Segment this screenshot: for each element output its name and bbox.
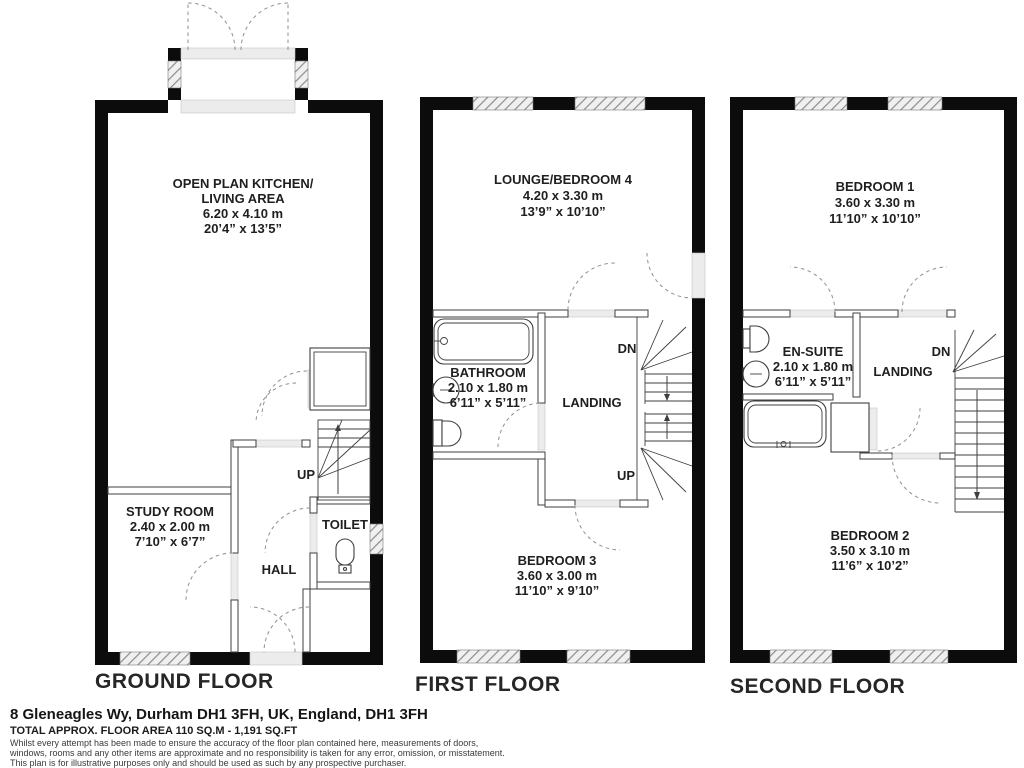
disclaimer-line: This plan is for illustrative purposes only and should be used as such by any prospective purchaser.: [10, 758, 407, 768]
kitchen-dims-imperial: 20’4” x 13’5”: [203, 221, 283, 236]
disclaimer-line: windows, rooms and any other items are approximate and no responsibility is taken for any error, omission, or misstatement.: [10, 748, 505, 758]
bathroom-dims-metric: 2.10 x 1.80 m: [447, 380, 529, 395]
study-label: STUDY ROOM: [126, 504, 214, 519]
bedroom1-label: BEDROOM 1: [835, 179, 915, 194]
bedroom3-label: BEDROOM 3: [517, 553, 597, 568]
kitchen-dims-metric: 6.20 x 4.10 m: [202, 206, 284, 221]
stair-direction-arrow: [664, 376, 670, 401]
bedroom3-dims-imperial: 11’10” x 9’10”: [514, 583, 600, 598]
property-address: 8 Gleneagles Wy, Durham DH1 3FH, UK, England, DH1 3FH: [10, 706, 428, 723]
stair-direction-arrow: [974, 390, 980, 500]
dn-label: DN: [931, 344, 951, 359]
ensuite-dims-imperial: 6’11” x 5’11”: [774, 374, 852, 389]
first-floor-plan: [415, 97, 705, 696]
first-floor-title: FIRST FLOOR: [415, 673, 561, 696]
first-staircase: [637, 317, 692, 500]
ground-staircase: [318, 420, 370, 500]
window-icon: [795, 97, 847, 110]
bedroom2-label: BEDROOM 2: [830, 528, 910, 543]
bedroom1-dims-imperial: 11’10” x 10’10”: [829, 211, 921, 226]
sink-fixture: [743, 361, 769, 387]
study-dims-imperial: 7’10” x 6’7”: [134, 534, 206, 549]
dn-label: DN: [617, 341, 637, 356]
lounge-dims-imperial: 13’9” x 10’10”: [520, 204, 606, 219]
stair-direction-arrow: [664, 414, 670, 439]
bathtub-fixture: [434, 319, 533, 364]
hall-label: HALL: [261, 562, 297, 577]
landing-label: LANDING: [562, 395, 622, 410]
window-icon: [888, 97, 942, 110]
study-dims-metric: 2.40 x 2.00 m: [129, 519, 211, 534]
kitchen-label-2: LIVING AREA: [201, 191, 285, 206]
understairs-cupboard: [310, 348, 370, 410]
window-icon: [575, 97, 645, 110]
window-icon: [168, 61, 181, 88]
up-label: UP: [616, 468, 636, 483]
up-label: UP: [296, 467, 316, 482]
lounge-label: LOUNGE/BEDROOM 4: [494, 172, 632, 187]
window-icon: [770, 650, 832, 663]
window-icon: [370, 524, 383, 554]
ground-floor-plan: [95, 3, 383, 693]
ensuite-label: EN-SUITE: [782, 344, 844, 359]
window-icon: [295, 61, 308, 88]
second-staircase: [953, 330, 1004, 512]
window-icon: [567, 650, 630, 663]
wc-fixture: [433, 420, 461, 446]
bedroom3-dims-metric: 3.60 x 3.00 m: [516, 568, 598, 583]
window-icon: [120, 652, 190, 665]
ground-door-openings: [181, 48, 317, 665]
bathroom-dims-imperial: 6’11” x 5’11”: [449, 395, 527, 410]
window-icon: [890, 650, 948, 663]
second-floor-title: SECOND FLOOR: [730, 675, 906, 698]
window-icon: [473, 97, 533, 110]
second-room-labels: [773, 179, 951, 573]
bathtub-fixture: [744, 401, 826, 448]
window-icon: [457, 650, 520, 663]
wc-fixture: [743, 326, 769, 352]
second-floor-plan: [730, 97, 1017, 698]
kitchen-label: OPEN PLAN KITCHEN/: [172, 176, 314, 191]
ensuite-dims-metric: 2.10 x 1.80 m: [772, 359, 854, 374]
landing-cupboard: [831, 403, 869, 452]
bathroom-label: BATHROOM: [450, 365, 526, 380]
total-floor-area: TOTAL APPROX. FLOOR AREA 110 SQ.M - 1,191 SQ.FT: [10, 725, 298, 737]
bedroom2-dims-imperial: 11’6” x 10’2”: [831, 558, 909, 573]
lounge-dims-metric: 4.20 x 3.30 m: [522, 188, 604, 203]
bedroom2-dims-metric: 3.50 x 3.10 m: [829, 543, 911, 558]
landing-label: LANDING: [873, 364, 933, 379]
toilet-label: TOILET: [322, 517, 368, 532]
disclaimer-line: Whilst every attempt has been made to ensure the accuracy of the floor plan contained here, measurements of doors,: [10, 738, 479, 748]
ground-floor-title: GROUND FLOOR: [95, 670, 274, 693]
toilet-fixture: [336, 539, 354, 573]
bedroom1-dims-metric: 3.60 x 3.30 m: [834, 195, 916, 210]
